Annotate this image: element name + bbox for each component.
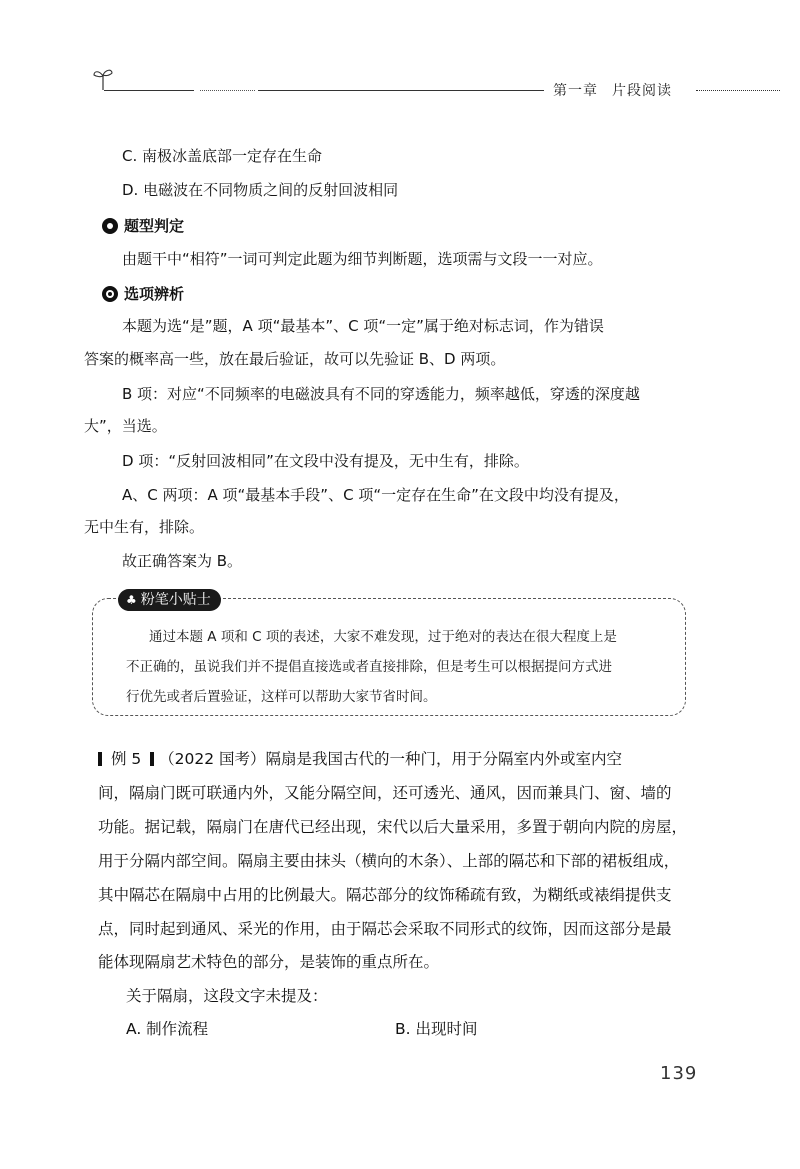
type-judge-heading	[102, 215, 184, 236]
example-text-line: 能体现隔扇艺术特色的部分，是装饰的重点所在。	[98, 953, 440, 971]
example-question: 关于隔扇，这段文字未提及：	[126, 987, 328, 1005]
example-text-line: 功能。据记载，隔扇门在唐代已经出现，宋代以后大量采用，多置于朝向内院的房屋，	[98, 818, 688, 836]
tip-line: 通过本题 A 项和 C 项的表述，大家不难发现，过于绝对的表达在很大程度上是	[149, 629, 617, 645]
header-rule-left	[104, 90, 194, 91]
header-rule-mid	[200, 90, 255, 91]
analysis-line: 本题为选“是”题，A 项“最基本”、C 项“一定”属于绝对标志词，作为错误	[122, 317, 604, 335]
section-label: 片段阅读	[612, 83, 672, 99]
example-text-line: 点，同时起到通风、采光的作用，由于隔芯会采取不同形式的纹饰，因而这部分是最	[98, 920, 672, 938]
option-c: C. 南极冰盖底部一定存在生命	[122, 147, 323, 165]
sprout-icon	[92, 66, 114, 92]
type-judge-text: 由题干中“相符”一词可判定此题为细节判断题，选项需与文段一一对应。	[122, 250, 603, 268]
tip-line: 行优先或者后置验证，这样可以帮助大家节省时间。	[126, 689, 437, 705]
example-first-line	[98, 749, 622, 769]
analysis-line: 大”，当选。	[84, 417, 167, 435]
example-option-a: A. 制作流程	[126, 1020, 209, 1038]
analysis-line: 无中生有，排除。	[84, 518, 205, 536]
example-marker-left	[98, 752, 102, 766]
tip-label	[118, 589, 221, 611]
gear-icon	[102, 218, 118, 234]
example-option-b: B. 出现时间	[395, 1020, 478, 1038]
analysis-answer: 故正确答案为 B。	[122, 552, 243, 570]
option-analysis-heading	[102, 283, 184, 304]
example-text-line: 其中隔芯在隔扇中占用的比例最大。隔芯部分的纹饰稀疏有致，为糊纸或裱绢提供支	[98, 886, 672, 904]
header-rule-right	[696, 90, 780, 91]
example-text-line: （2022 国考）隔扇是我国古代的一种门，用于分隔室内外或室内空	[159, 750, 622, 768]
analysis-line: B 项：对应“不同频率的电磁波具有不同的穿透能力，频率越低，穿透的深度越	[122, 385, 640, 403]
tip-label-text: 粉笔小贴士	[140, 592, 211, 608]
analysis-line: A、C 两项：A 项“最基本手段”、C 项“一定存在生命”在文段中均没有提及，	[122, 486, 629, 504]
option-d: D. 电磁波在不同物质之间的反射回波相同	[122, 181, 399, 199]
chapter-header	[553, 80, 672, 100]
analysis-line: D 项：“反射回波相同”在文段中没有提及，无中生有，排除。	[122, 452, 529, 470]
header-rule-center	[258, 90, 544, 91]
analysis-line: 答案的概率高一些，放在最后验证，故可以先验证 B、D 两项。	[84, 350, 506, 368]
chapter-label: 第一章	[553, 83, 598, 99]
target-icon	[102, 286, 118, 302]
sprout-icon: ♣	[126, 593, 137, 607]
example-marker-right	[150, 752, 154, 766]
type-judge-title: 题型判定	[124, 217, 185, 235]
example-text-line: 间，隔扇门既可联通内外，又能分隔空间，还可透光、通风，因而兼具门、窗、墙的	[98, 784, 672, 802]
page-number: 139	[660, 1063, 698, 1084]
tip-line: 不正确的，虽说我们并不提倡直接选或者直接排除，但是考生可以根据提问方式进	[126, 659, 612, 675]
option-analysis-title: 选项辨析	[124, 285, 185, 303]
example-text-line: 用于分隔内部空间。隔扇主要由抹头（横向的木条）、上部的隔芯和下部的裙板组成，	[98, 852, 680, 870]
example-label: 例 5	[110, 750, 142, 768]
